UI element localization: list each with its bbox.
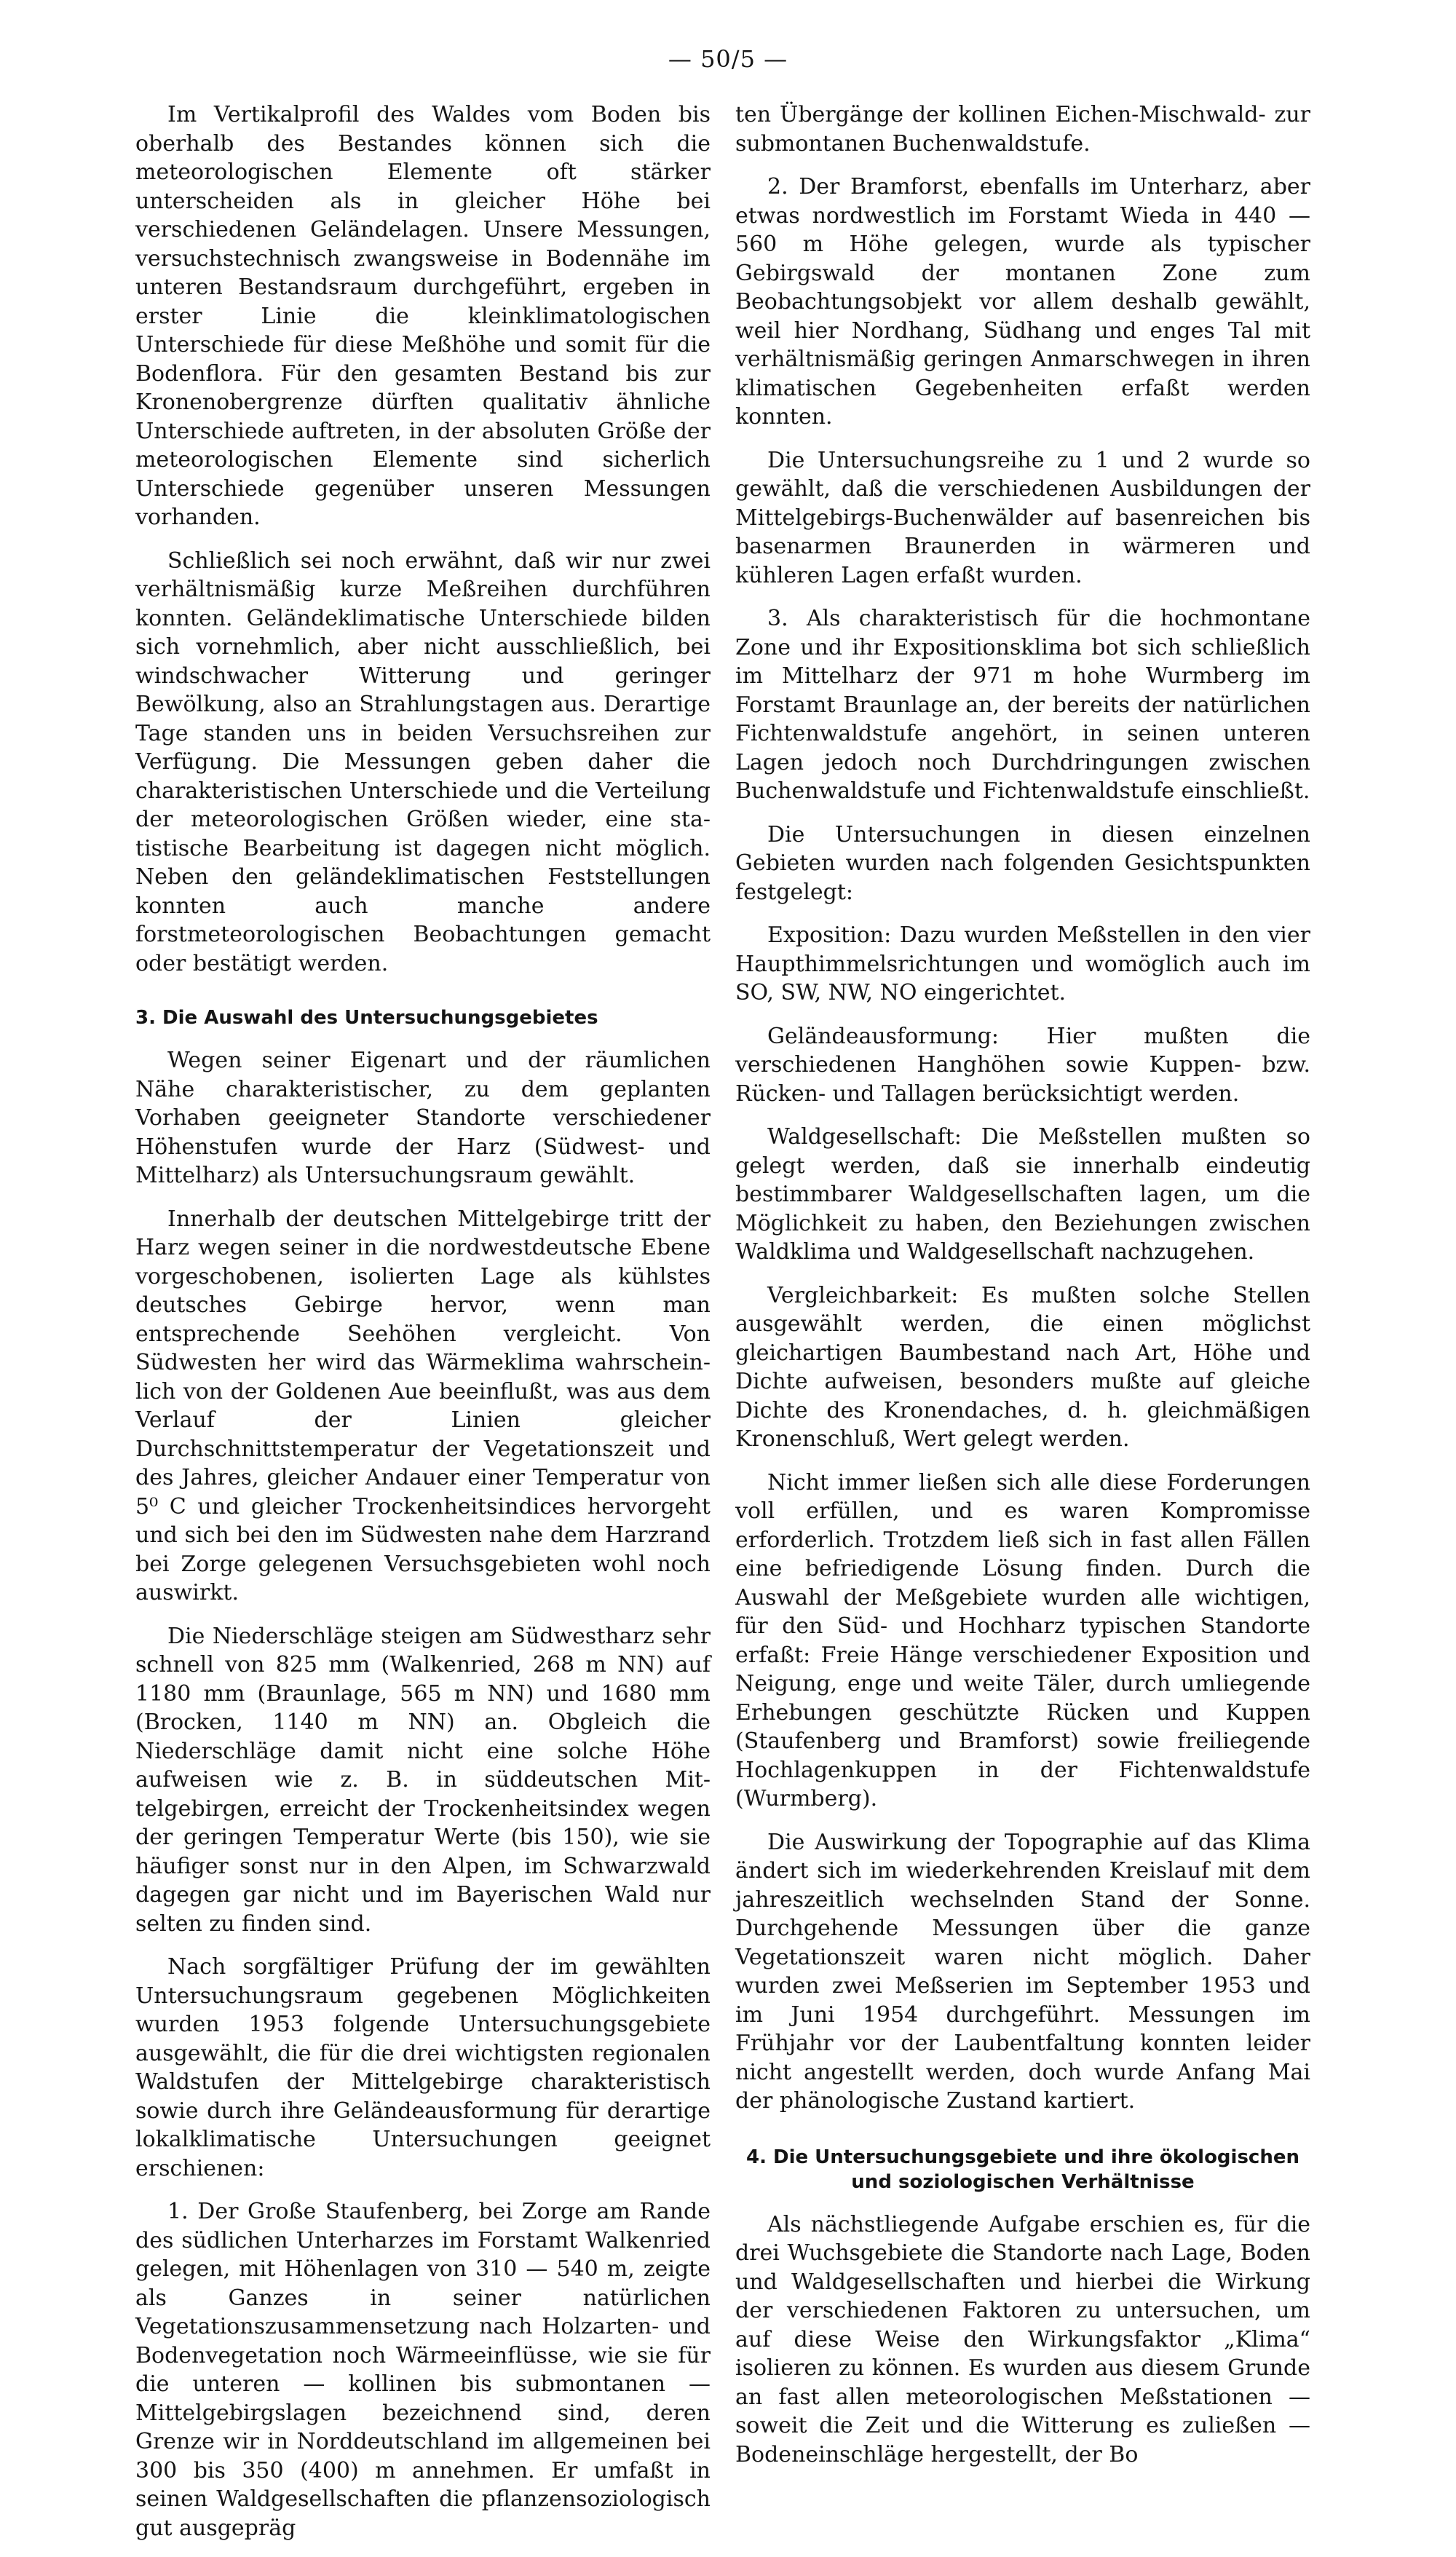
paragraph-continued: ten Übergänge der kollinen Eichen-Mischwald- zur submontanen Buchenwaldstufe. — [735, 102, 1310, 157]
section-heading-4: 4. Die Untersuchungsgebiete und ihre ökologischen und soziologischen Verhältnisse — [745, 2146, 1299, 2193]
paragraph: Als nächstliegende Aufgabe erschien es, für die drei Wuchsgebiete die Standorte nach Lage, Boden und Waldgesellschaften und hierbei die Wirkung der verschiedenen Faktoren zu untersuchen, um auf diese Weise den Wirkungsfaktor „Klima“ isolieren zu können. Es wurden aus diesem Grunde an fast allen meteorologischen Meßstationen — soweit die Zeit und die Witterung es zuließen — Bodeneinschläge hergestellt, der Bo — [735, 2211, 1310, 2467]
paragraph: Nicht immer ließen sich alle diese Forderungen voll erfüllen, und es waren Kompromisse erforderlich. Trotzdem ließ sich in fast allen Fällen eine befriedigende Lösung finden. Durch die Auswahl der Meßgebiete wurden alle wichtigen, für den Süd- und Hochharz typischen Standorte erfaßt: Freie Hänge verschiedener Exposition und Neigung, enge und weite Täler, durch umliegende Erhebungen geschützte Rücken und Kuppen (Staufenberg und Bramforst) sowie freiliegende Hochlagenkuppen in der Fichtenwaldstufe (Wurmberg). — [735, 1469, 1310, 1811]
page-number: — 50/5 — — [668, 45, 788, 73]
paragraph: Im Vertikalprofil des Waldes vom Boden bis oberhalb des Bestandes können sich die meteorologischen Elemente oft stärker unterscheiden als in gleicher Höhe bei verschiedenen Geländelagen. Unsere Messungen, versuchstechnisch zwangsweise in Bodennähe im unteren Bestandsraum durchgeführt, ergeben in erster Linie die kleinklimatologischen Unterschiede für diese Meßhöhe und somit für die Bodenflora. Für den gesamten Bestand bis zur Kronenobergrenze dürften qualitativ ähnliche Unterschiede auftreten, in der absoluten Größe der meteorologischen Elemente sind sicherlich Unterschiede gegenüber unseren Messungen vorhanden. — [135, 102, 711, 530]
paragraph: Schließlich sei noch erwähnt, daß wir nur zwei verhältnismäßig kurze Meßreihen durchführen konnten. Geländeklimatische Unterschiede bilden sich vornehmlich, aber nicht ausschließlich, bei windschwacher Witterung und geringer Bewölkung, also an Strahlungstagen aus. Derartige Tage standen uns in beiden Versuchsreihen zur Verfügung. Die Messungen geben daher die charakteristischen Unterschiede und die Verteilung der meteorologischen Größen wieder, eine statistische Bearbeitung ist dagegen nicht möglich. Neben den geländeklimatischen Feststellungen konnten auch manche andere forstmeteorologischen Beobachtungen gemacht oder bestätigt werden. — [135, 548, 711, 976]
paragraph: 2. Der Bramforst, ebenfalls im Unterharz, aber etwas nordwestlich im Forstamt Wieda in 440 — 560 m Höhe gelegen, wurde als typischer Gebirgswald der montanen Zone zum Beobachtungsobjekt vor allem deshalb gewählt, weil hier Nordhang, Südhang und enges Tal mit verhältnismäßig geringen Anmarschwegen in ihren klimatischen Gegebenheiten erfaßt werden konnten. — [735, 174, 1310, 430]
section-heading-3: 3. Die Auswahl des Untersuchungsgebietes — [135, 1007, 598, 1029]
paragraph: Geländeausformung: Hier mußten die verschiedenen Hanghöhen sowie Kuppen- bzw. Rücken- und Tallagen berücksichtigt werden. — [735, 1023, 1310, 1107]
paragraph: Die Untersuchungen in diesen einzelnen Gebieten wurden nach folgenden Gesichtspunkten festgelegt: — [735, 821, 1310, 905]
paragraph: Die Niederschläge steigen am Südwestharz sehr schnell von 825 mm (Walkenried, 268 m NN) auf 1180 mm (Braunlage, 565 m NN) und 1680 mm (Brocken, 1140 m NN) an. Obgleich die Niederschläge damit nicht eine solche Höhe aufweisen wie z. B. in süddeutschen Mittelgebirgen, erreicht der Trockenheitsindex wegen der geringen Temperatur Werte (bis 150), wie sie häufiger sonst nur in den Alpen, im Schwarzwald dagegen gar nicht und im Bayerischen Wald nur selten zu finden sind. — [135, 1623, 711, 1937]
paragraph: Exposition: Dazu wurden Meßstellen in den vier Haupthimmelsrichtungen und womöglich auch im SO, SW, NW, NO eingerichtet. — [735, 922, 1310, 1005]
paragraph: Innerhalb der deutschen Mittelgebirge tritt der Harz wegen seiner in die nordwestdeutsche Ebene vorgeschobenen, isolierten Lage als kühlstes deutsches Gebirge hervor, wenn man entsprechende Seehöhen vergleicht. Von Südwesten her wird das Wärmeklima wahrscheinlich von der Goldenen Aue beeinflußt, was aus dem Verlauf der Linien gleicher Durchschnittstemperatur der Vegetationszeit und des Jahres, gleicher Andauer einer Temperatur von 5⁰ C und gleicher Trockenheitsindices hervorgeht und sich bei den im Südwesten nahe dem Harzrand bei Zorge gelegenen Versuchsgebieten wohl noch auswirkt. — [135, 1206, 711, 1605]
paragraph: Die Auswirkung der Topographie auf das Klima ändert sich im wiederkehrenden Kreislauf mit dem jahreszeitlich wechselnden Stand der Sonne. Durchgehende Messungen über die ganze Vegetationszeit waren nicht möglich. Daher wurden zwei Meßserien im September 1953 und im Juni 1954 durchgeführt. Messungen im Frühjahr vor der Laubentfaltung konnten leider nicht angestellt werden, doch wurde Anfang Mai der phänologische Zustand kartiert. — [735, 1829, 1310, 2114]
paragraph: 1. Der Große Staufenberg, bei Zorge am Rande des südlichen Unterharzes im Forstamt Walkenried gelegen, mit Höhenlagen von 310 — 540 m, zeigte als Ganzes in seiner natürlichen Vegetationszusammensetzung nach Holzarten- und Bodenvegetation noch Wärmeeinflüsse, wie sie für die unteren — kollinen bis submontanen — Mittelgebirgslagen bezeichnend sind, deren Grenze wir in Norddeutschland im allgemeinen bei 300 bis 350 (400) m annehmen. Er umfaßt in seinen Waldgesellschaften die pflanzensoziologisch gut ausgepräg — [135, 2199, 711, 2541]
right-column — [735, 100, 1310, 2483]
left-column — [135, 100, 711, 2557]
paragraph: Nach sorgfältiger Prüfung der im gewählten Untersuchungsraum gegebenen Möglichkeiten wurden 1953 folgende Untersuchungsgebiete ausgewählt, die für die drei wichtigsten regionalen Waldstufen der Mittelgebirge charakteristisch sowie durch ihre Geländeausformung für derartige lokalklimatische Untersuchungen geeignet erschienen: — [135, 1954, 711, 2181]
paragraph: Waldgesellschaft: Die Meßstellen mußten so gelegt werden, daß sie innerhalb eindeutig bestimmbarer Waldgesellschaften lagen, um die Möglichkeit zu haben, den Beziehungen zwischen Waldklima und Waldgesellschaft nachzugehen. — [735, 1124, 1310, 1265]
paragraph: Wegen seiner Eigenart und der räumlichen Nähe charakteristischer, zu dem geplanten Vorhaben geeigneter Standorte verschiedener Höhenstufen wurde der Harz (Südwest- und Mittelharz) als Untersuchungsraum gewählt. — [135, 1048, 711, 1188]
paragraph: Vergleichbarkeit: Es mußten solche Stellen ausgewählt werden, die einen möglichst gleichartigen Baumbestand nach Art, Höhe und Dichte aufweisen, besonders mußte auf gleiche Dichte des Kronendaches, d. h. gleichmäßigen Kronenschluß, Wert gelegt werden. — [735, 1282, 1310, 1452]
paragraph: 3. Als charakteristisch für die hochmontane Zone und ihr Expositionsklima bot sich schließlich im Mittelharz der 971 m hohe Wurmberg im Forstamt Braunlage an, der bereits der natürlichen Fichtenwaldstufe angehört, in seinen unteren Lagen jedoch noch Durchdringungen zwischen Buchenwaldstufe und Fichtenwaldstufe einschließt. — [735, 606, 1310, 804]
paragraph: Die Untersuchungsreihe zu 1 und 2 wurde so gewählt, daß die verschiedenen Ausbildungen der Mittelgebirgs-Buchenwälder auf basenreichen bis basenarmen Braunerden in wärmeren und kühleren Lagen erfaßt wurden. — [735, 447, 1310, 588]
